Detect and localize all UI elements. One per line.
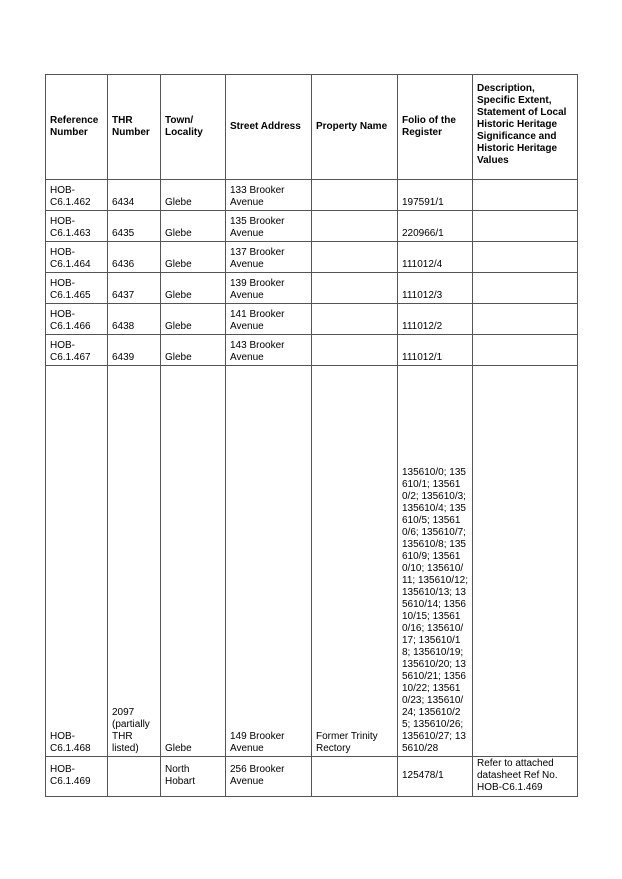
cell-town: North Hobart — [161, 757, 226, 797]
cell-desc — [473, 366, 578, 757]
cell-ref: HOB-C6.1.465 — [46, 273, 108, 304]
cell-ref: HOB-C6.1.469 — [46, 757, 108, 797]
cell-desc — [473, 273, 578, 304]
cell-street: 139 Brooker Avenue — [226, 273, 312, 304]
cell-folio: 111012/1 — [398, 335, 473, 366]
cell-desc — [473, 304, 578, 335]
header-folio: Folio of the Register — [398, 75, 473, 180]
cell-folio: 111012/4 — [398, 242, 473, 273]
cell-property — [312, 757, 398, 797]
cell-ref: HOB-C6.1.468 — [46, 366, 108, 757]
heritage-register-table — [45, 74, 578, 797]
cell-folio: 111012/3 — [398, 273, 473, 304]
cell-folio: 135610/0; 135610/1; 135610/2; 135610/3; 135610/4; 135610/5; 135610/6; 135610/7; 135610/8; 135610/9; 135610/10; 135610/11; 135610/12; 135610/13; 135610/14; 135610/15; 135610/16; 135610/17; 135610/18; 135610/19; 135610/20; 135610/21; 135610/22; 135610/23; 135610/24; 135610/25; 135610/26; 135610/27; 135610/28 — [398, 366, 473, 757]
cell-street: 143 Brooker Avenue — [226, 335, 312, 366]
cell-town: Glebe — [161, 273, 226, 304]
cell-property — [312, 273, 398, 304]
table-row — [46, 273, 578, 304]
cell-property — [312, 211, 398, 242]
cell-town: Glebe — [161, 335, 226, 366]
cell-street: 137 Brooker Avenue — [226, 242, 312, 273]
cell-desc — [473, 180, 578, 211]
table-row — [46, 757, 578, 797]
cell-town: Glebe — [161, 211, 226, 242]
cell-street: 135 Brooker Avenue — [226, 211, 312, 242]
table-row — [46, 242, 578, 273]
header-property-name: Property Name — [312, 75, 398, 180]
cell-ref: HOB-C6.1.462 — [46, 180, 108, 211]
table-row — [46, 335, 578, 366]
cell-thr: 6436 — [108, 242, 161, 273]
cell-town: Glebe — [161, 304, 226, 335]
cell-desc: Refer to attached datasheet Ref No. HOB-C6.1.469 — [473, 757, 578, 797]
cell-property — [312, 180, 398, 211]
table-row — [46, 211, 578, 242]
cell-street: 256 Brooker Avenue — [226, 757, 312, 797]
cell-thr: 2097 (partially THR listed) — [108, 366, 161, 757]
cell-thr: 6438 — [108, 304, 161, 335]
cell-thr — [108, 757, 161, 797]
table-row — [46, 366, 578, 757]
cell-street: 141 Brooker Avenue — [226, 304, 312, 335]
table-header-row — [46, 75, 578, 180]
cell-folio: 197591/1 — [398, 180, 473, 211]
cell-property: Former Trinity Rectory — [312, 366, 398, 757]
cell-street: 133 Brooker Avenue — [226, 180, 312, 211]
cell-thr: 6439 — [108, 335, 161, 366]
cell-town: Glebe — [161, 180, 226, 211]
cell-thr: 6435 — [108, 211, 161, 242]
header-town-locality: Town/ Locality — [161, 75, 226, 180]
cell-ref: HOB-C6.1.463 — [46, 211, 108, 242]
cell-thr: 6434 — [108, 180, 161, 211]
header-thr-number: THR Number — [108, 75, 161, 180]
cell-town: Glebe — [161, 366, 226, 757]
cell-desc — [473, 335, 578, 366]
cell-thr: 6437 — [108, 273, 161, 304]
cell-desc — [473, 211, 578, 242]
cell-property — [312, 304, 398, 335]
cell-property — [312, 335, 398, 366]
header-reference-number: Reference Number — [46, 75, 108, 180]
table-row — [46, 304, 578, 335]
cell-town: Glebe — [161, 242, 226, 273]
cell-desc — [473, 242, 578, 273]
cell-property — [312, 242, 398, 273]
cell-ref: HOB-C6.1.467 — [46, 335, 108, 366]
cell-ref: HOB-C6.1.464 — [46, 242, 108, 273]
cell-ref: HOB-C6.1.466 — [46, 304, 108, 335]
cell-folio: 220966/1 — [398, 211, 473, 242]
table-row — [46, 180, 578, 211]
cell-folio: 125478/1 — [398, 757, 473, 797]
header-description: Description, Specific Extent, Statement of Local Historic Heritage Significance and Historic Heritage Values — [473, 75, 578, 180]
cell-street: 149 Brooker Avenue — [226, 366, 312, 757]
cell-folio: 111012/2 — [398, 304, 473, 335]
header-street-address: Street Address — [226, 75, 312, 180]
